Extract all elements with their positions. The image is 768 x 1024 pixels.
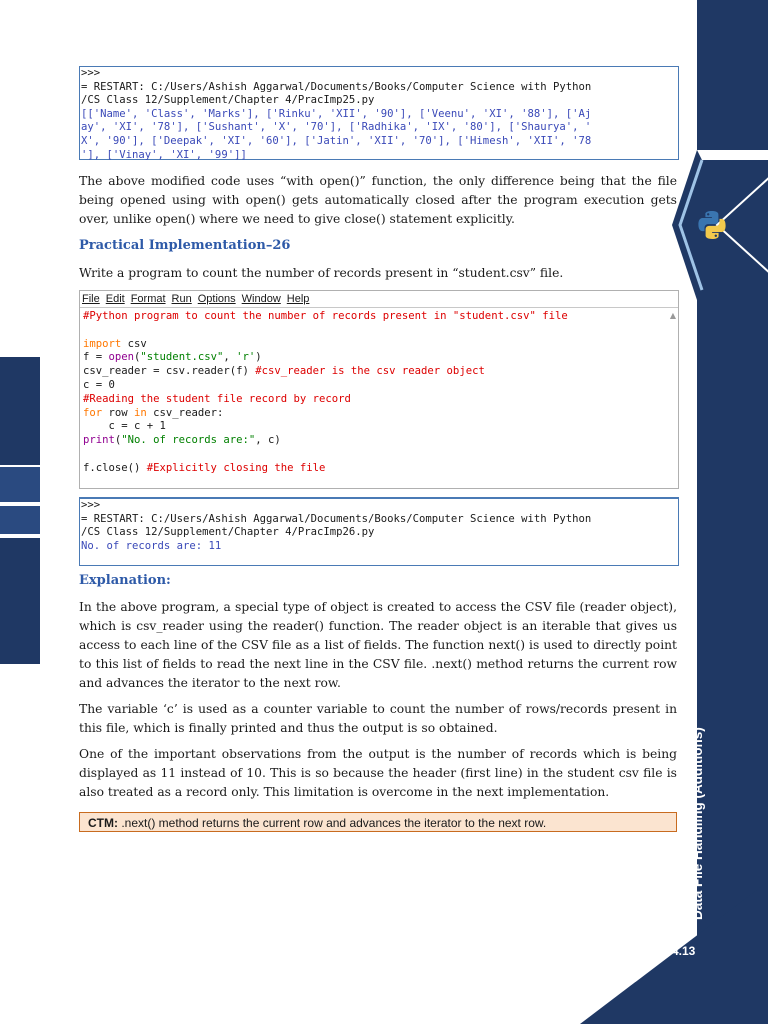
left-tab-block xyxy=(0,467,40,502)
code-token: "No. of records are:" xyxy=(121,434,256,447)
menu-options[interactable]: Options xyxy=(197,293,236,305)
scroll-up-icon[interactable]: ▲ xyxy=(669,311,676,320)
paragraph: In the above program, a special type of object is created to access the CSV file (reader object), which is csv_reader using the reader() function. The reader object is an iterable that gives us access to each line of the CSV file as a list of fields. The function next() is used to directly point to this list of fields to read the next line in the CSV file. .next() method returns the current row and advances the iterator to the next row. xyxy=(79,600,677,690)
code-token: , xyxy=(223,351,237,364)
left-tab-block xyxy=(0,357,40,465)
code-line xyxy=(83,310,678,324)
code-token: for xyxy=(83,406,103,419)
code-token: #Explicitly closing the file xyxy=(146,461,326,474)
paragraph: Write a program to count the number of records present in “student.csv” file. xyxy=(79,266,564,280)
code-token: 'r' xyxy=(236,351,256,364)
menu-run[interactable]: Run xyxy=(171,293,192,305)
code-line xyxy=(83,393,678,407)
code-line xyxy=(83,379,678,393)
left-tab-block xyxy=(0,506,40,534)
paragraph: One of the important observations from the output is the number of records which is being displayed as 11 instead of 10. This is so because the header (first line) in the student csv file is also treated as a record only. This limitation is overcome in the next implementation. xyxy=(79,747,677,799)
page-number: 4.13 xyxy=(672,944,696,958)
code-line xyxy=(83,338,678,352)
code-token: row xyxy=(102,406,135,419)
section-heading: Practical Implementation–26 xyxy=(79,238,291,253)
code-line xyxy=(83,324,678,338)
code-token: ( xyxy=(114,434,122,447)
code-token: f = xyxy=(83,351,109,364)
idle-editor-window xyxy=(79,290,679,489)
menu-edit[interactable]: Edit xyxy=(105,293,125,305)
code-token: c = c + 1 xyxy=(83,420,166,433)
bottom-corner-triangle xyxy=(570,880,768,1024)
code-line xyxy=(83,434,678,448)
shell-output-line: No. of records are: 11 xyxy=(81,539,222,552)
code-token: #csv_reader is the csv reader object xyxy=(255,365,485,378)
code-line xyxy=(83,407,678,421)
code-token: print xyxy=(83,434,115,447)
shell-line: '], ['Vinay', 'XI', '99']] xyxy=(81,148,247,161)
code-token: ( xyxy=(134,351,141,364)
shell-output-box xyxy=(79,497,679,566)
shell-line: = RESTART: C:/Users/Ashish Aggarwal/Documents/Books/Computer Science with Python xyxy=(81,80,592,93)
ctm-label: CTM: xyxy=(88,816,118,830)
code-token: csv_reader: xyxy=(146,406,224,419)
code-line xyxy=(83,365,678,379)
section-heading: Explanation: xyxy=(79,573,171,588)
paragraph: The above modified code uses “with open()” function, the only difference being that the file being opened using with open() gets automatically closed after the program execution gets over, unlike open() where we need to give close() statement explicitly. xyxy=(79,174,677,226)
code-area[interactable] xyxy=(80,308,678,476)
ctm-text: .next() method returns the current row and advances the iterator to the next row. xyxy=(118,816,547,830)
shell-line: >>> xyxy=(81,499,101,511)
shell-line: [['Name', 'Class', 'Marks'], ['Rinku', 'XII', '90'], ['Veenu', 'XI', '88'], ['Aj xyxy=(81,107,592,120)
menu-format[interactable]: Format xyxy=(130,293,166,305)
code-token: "student.csv" xyxy=(140,351,224,364)
code-token: csv xyxy=(121,337,147,350)
shell-line: X', '90'], ['Deepak', 'XI', '60'], ['Jatin', 'XII', '70'], ['Himesh', 'XII', '78 xyxy=(81,134,592,147)
menu-window[interactable]: Window xyxy=(241,293,281,305)
shell-line: /CS Class 12/Supplement/Chapter 4/PracImp26.py xyxy=(81,526,375,539)
ctm-note-box xyxy=(79,812,677,832)
code-token: c = 0 xyxy=(83,378,115,391)
code-token: ) xyxy=(255,351,262,364)
menu-file[interactable]: File xyxy=(82,293,100,305)
shell-output-box xyxy=(79,66,679,160)
code-token: in xyxy=(134,406,147,419)
code-token: #Python program to count the number of records present in "student.csv" file xyxy=(83,310,568,322)
code-token: open xyxy=(108,351,135,364)
code-line xyxy=(83,351,678,365)
code-line xyxy=(83,420,678,434)
paragraph: The variable ‘c’ is used as a counter variable to count the number of rows/records present in this file, which is finally printed and thus the output is so obtained. xyxy=(79,702,677,735)
sidebar-chapter-title: Data File Handling (Additions) xyxy=(690,727,705,920)
code-line xyxy=(83,462,678,476)
left-tab-block xyxy=(0,538,40,664)
shell-line: /CS Class 12/Supplement/Chapter 4/PracImp25.py xyxy=(81,94,375,107)
code-token: f.close() xyxy=(83,461,147,474)
editor-menubar xyxy=(80,291,678,308)
code-token: csv_reader = csv.reader(f) xyxy=(83,365,256,378)
code-line xyxy=(83,448,678,462)
shell-line: ay', 'XI', '78'], ['Sushant', 'X', '70'], ['Radhika', 'IX', '80'], ['Shaurya', ' xyxy=(81,121,592,134)
code-token: , c) xyxy=(255,434,281,447)
python-logo-icon xyxy=(696,209,728,241)
code-token: #Reading the student file record by record xyxy=(83,392,351,405)
shell-line: >>> xyxy=(81,67,101,79)
menu-help[interactable]: Help xyxy=(286,293,310,305)
shell-line: = RESTART: C:/Users/Ashish Aggarwal/Documents/Books/Computer Science with Python xyxy=(81,512,592,525)
code-token: import xyxy=(83,337,122,350)
